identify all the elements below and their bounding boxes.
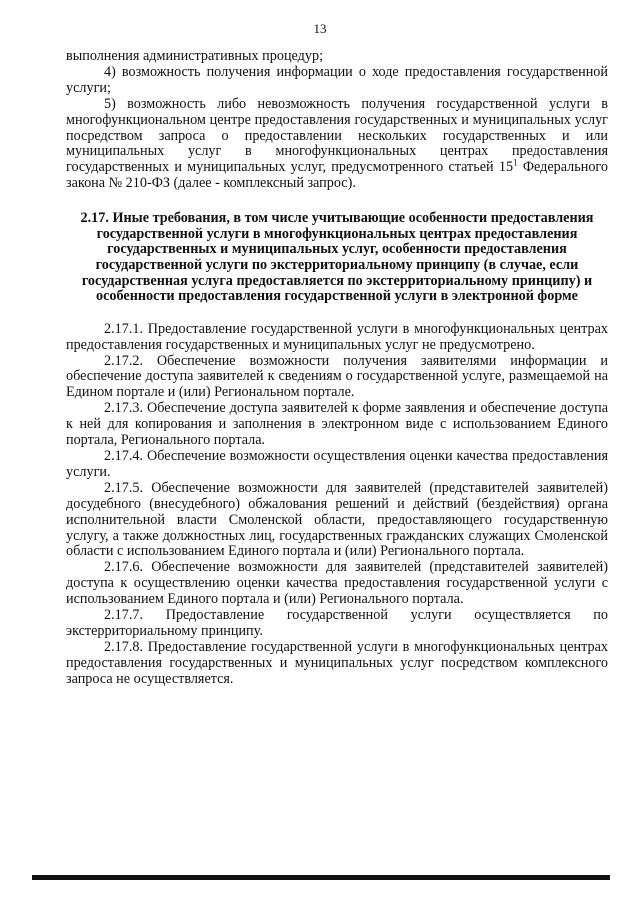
paragraph-2-17-4: 2.17.4. Обеспечение возможности осуществления оценки качества предоставления услуги. bbox=[66, 447, 608, 480]
section-heading-2-17: 2.17. Иные требования, в том числе учитывающие особенности предоставления государственной услуги в многофункциональных центрах предоставления государственных и муниципальных услуг, особенности предоставления государственной услуги по экстерриториальному принципу (в случае, если государственная услуга предоставляется по экстерриториальному принципу) и особенности предоставления государственной услуги в электронной форме bbox=[80, 210, 594, 305]
paragraph-continuation: выполнения административных процедур; bbox=[66, 48, 324, 64]
page-number: 13 bbox=[313, 21, 327, 36]
paragraph-2-17-3: 2.17.3. Обеспечение доступа заявителей к форме заявления и обеспечение доступа к ней для копирования и заполнения в электронном виде с использованием Единого портала, Регионального портала. bbox=[66, 400, 608, 449]
paragraph-2-17-6: 2.17.6. Обеспечение возможности для заявителей (представителей заявителей) доступа к осуществлению оценки качества предоставления государственной услуги с использованием Единого портала и (или) Регионального портала. bbox=[66, 559, 608, 608]
paragraph-2-17-5: 2.17.5. Обеспечение возможности для заявителей (представителей заявителей) досудебного (внесудебного) обжалования решений и действий (бездействия) органа исполнительной власти Смоленской области, предоставляющего государственную услугу, а также должностных лиц, государственных гражданских служащих Смоленской области с использованием Единого портала и (или) Регионального портала. bbox=[66, 479, 608, 560]
bottom-rule bbox=[32, 875, 610, 880]
footnote-superscript: 1 bbox=[513, 157, 518, 168]
paragraph-2-17-1: 2.17.1. Предоставление государственной услуги в многофункциональных центрах предоставления государственных и муниципальных услуг не предусмотрено. bbox=[66, 320, 608, 353]
list-item-5-text: 5) возможность либо невозможность получения государственной услуги в многофункциональном центре предоставления государственных и муниципальных услуг посредством запроса о предоставлении нескольких государственных и или муниципальных услуг в многофункциональных центрах предоставления государственных и муниципальных услуг, предусмотренного статьей 15 bbox=[66, 95, 608, 176]
paragraph-2-17-8: 2.17.8. Предоставление государственной услуги в многофункциональных центрах предоставления государственных и муниципальных услуг посредством комплексного запроса не осуществляется. bbox=[66, 638, 608, 687]
paragraph-2-17-7: 2.17.7. Предоставление государственной услуги осуществляется по экстерриториальному принципу. bbox=[66, 607, 608, 639]
list-item-4: 4) возможность получения информации о ходе предоставления государственной услуги; bbox=[66, 63, 608, 96]
paragraph-2-17-2: 2.17.2. Обеспечение возможности получения заявителями информации и обеспечение доступа заявителей к сведениям о государственной услуге, размещаемой на Едином портале и (или) Региональном портале. bbox=[66, 352, 608, 401]
list-item-5 bbox=[66, 97, 608, 192]
document-body bbox=[66, 49, 608, 688]
list-item-5-text-end: Федерального закона № 210-ФЗ (далее - комплексный запрос). bbox=[66, 159, 608, 192]
